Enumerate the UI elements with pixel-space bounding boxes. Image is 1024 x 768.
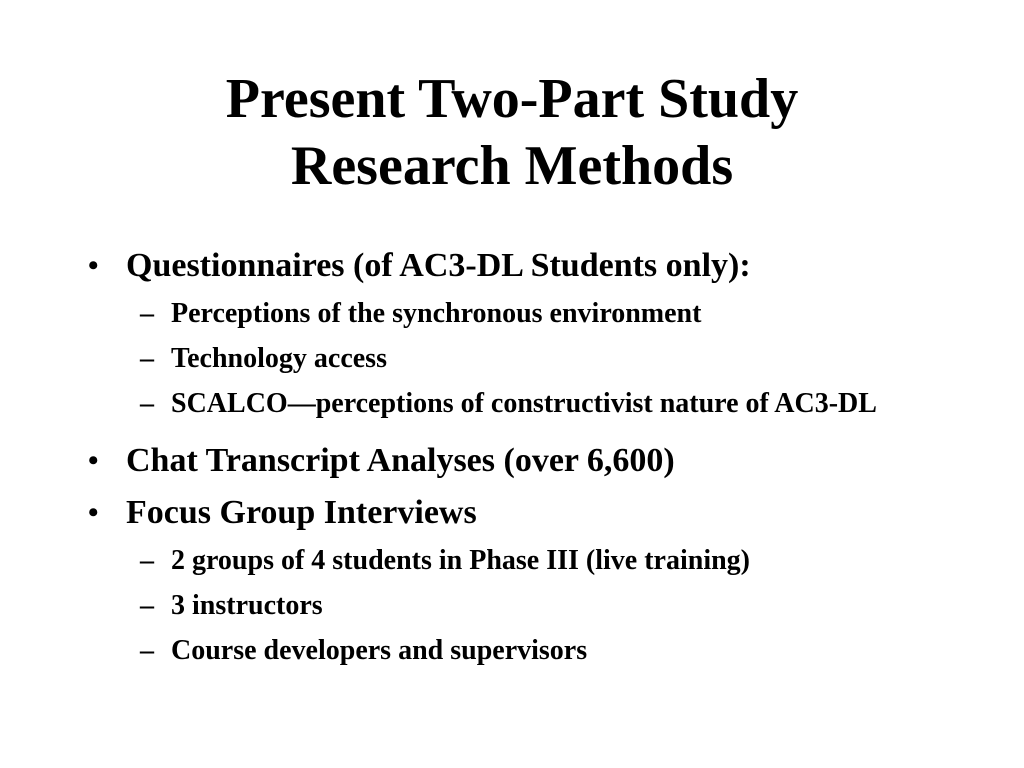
sub-item-text: Technology access (171, 343, 387, 374)
bullet-text: Focus Group Interviews (126, 494, 477, 531)
sub-item-text: Course developers and supervisors (171, 635, 588, 666)
sub-item (86, 633, 936, 668)
slide-title-line-1: Present Two-Part Study (225, 68, 799, 130)
slide-title (0, 66, 1024, 200)
bullet-text: Chat Transcript Analyses (over 6,600) (126, 442, 675, 479)
sub-item (86, 543, 936, 578)
dash-icon: – (140, 545, 154, 576)
bullet-icon: • (88, 249, 99, 282)
dash-icon: – (140, 343, 154, 374)
sub-item (86, 588, 936, 623)
bullet-item-chat-transcripts (86, 439, 936, 483)
bullet-icon: • (88, 444, 99, 477)
bullet-list (86, 244, 936, 678)
sub-item-text: SCALCO—perceptions of constructivist nature of AC3-DL (171, 388, 877, 419)
bullet-item-focus-groups (86, 491, 936, 535)
dash-icon: – (140, 298, 154, 329)
sub-item-text: Perceptions of the synchronous environment (171, 298, 702, 329)
dash-icon: – (140, 635, 154, 666)
dash-icon: – (140, 388, 154, 419)
bullet-icon: • (88, 496, 99, 529)
sub-item (86, 386, 936, 421)
sub-item (86, 296, 936, 331)
bullet-text: Questionnaires (of AC3-DL Students only): (126, 247, 751, 284)
sub-item-text: 2 groups of 4 students in Phase III (live training) (171, 545, 751, 576)
sub-item (86, 341, 936, 376)
dash-icon: – (140, 590, 154, 621)
slide-title-line-2: Research Methods (290, 135, 734, 197)
bullet-item-questionnaires (86, 244, 936, 288)
sub-item-text: 3 instructors (171, 590, 323, 621)
